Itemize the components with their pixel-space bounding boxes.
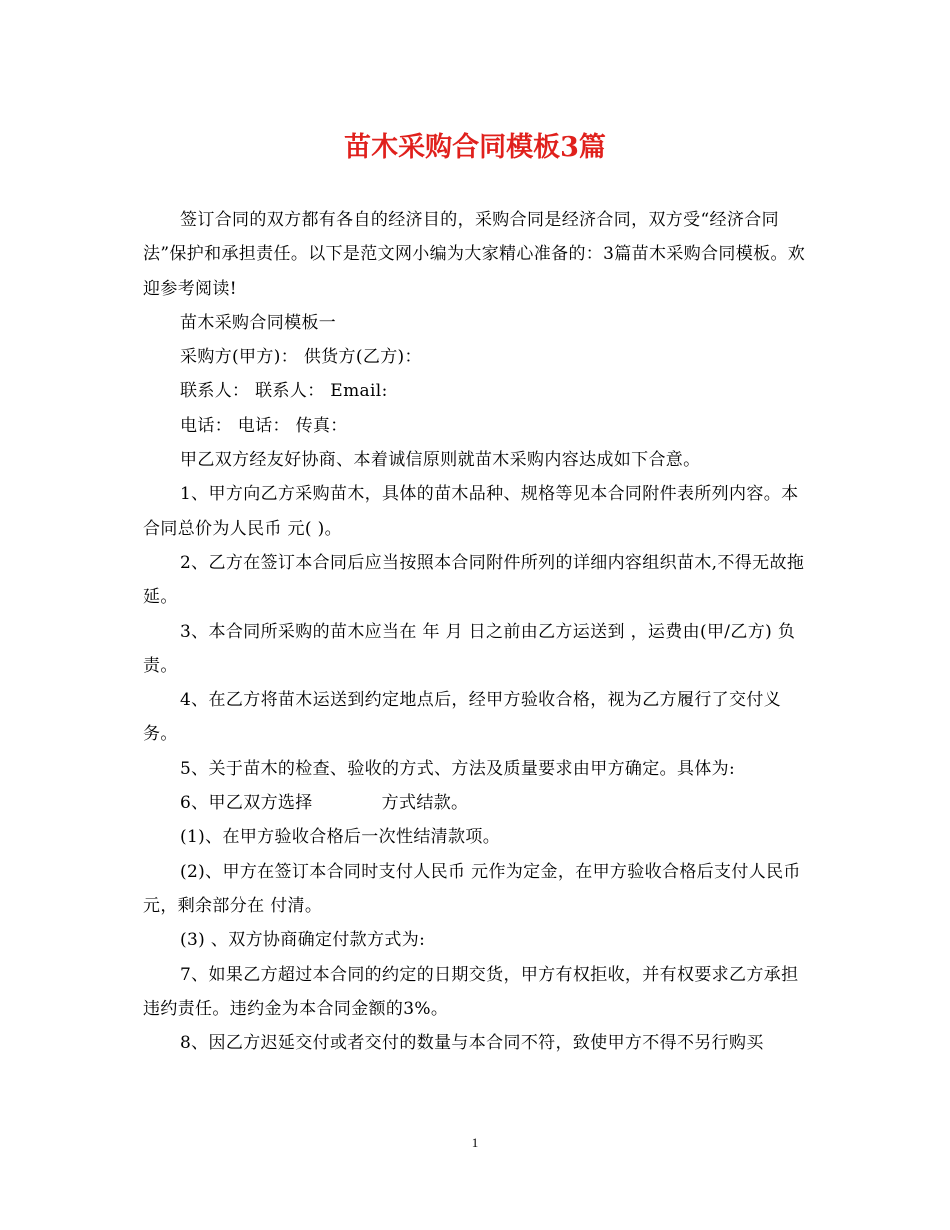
page-number: 1 [471,1135,479,1150]
clause-1: 1、甲方向乙方采购苗木，具体的苗木品种、规格等见本合同附件表所列内容。本合同总价为人民币 元( )。 [143,484,799,539]
clause-2: 2、乙方在签订本合同后应当按照本合同附件所列的详细内容组织苗木,不得无故拖延。 [143,552,805,608]
document-title: 苗木采购合同模板3篇 [344,132,606,163]
clause-6: 6、甲乙双方选择 方式结款。 [180,793,469,814]
clause-8: 8、因乙方迟延交付或者交付的数量与本合同不符，致使甲方不得不另行购买 [180,1033,764,1054]
section-heading: 苗木采购合同模板一 [180,312,337,333]
clause-3: 3、本合同所采购的苗木应当在 年 月 日之前由乙方运送到 ，运费由(甲/乙方) 负责。 [143,621,796,676]
phones-line: 电话： 电话： 传真： [180,415,348,436]
clause-6-option-3: (3) 、双方协商确定付款方式为: [180,930,426,951]
parties-line: 采购方(甲方)： 供货方(乙方)： [180,347,422,368]
agreement-paragraph: 甲乙双方经友好协商、本着诚信原则就苗木采购内容达成如下合意。 [180,450,701,471]
clause-5: 5、关于苗木的检查、验收的方式、方法及质量要求由甲方确定。具体为: [180,758,736,779]
intro-paragraph: 签订合同的双方都有各自的经济目的，采购合同是经济合同，双方受“经济合同法”保护和承担责任。以下是范文网小编为大家精心准备的：3篇苗木采购合同模板。欢迎参考阅读! [143,210,806,299]
clause-4: 4、在乙方将苗木运送到约定地点后，经甲方验收合格，视为乙方履行了交付义务。 [143,690,782,745]
clause-7: 7、如果乙方超过本合同的约定的日期交货，甲方有权拒收，并有权要求乙方承担违约责任。违约金为本合同金额的3%。 [143,964,799,1019]
document-body [143,203,808,1060]
clause-6-option-2: (2)、甲方在签订本合同时支付人民币 元作为定金，在甲方验收合格后支付人民币 元，剩余部分在 付清。 [143,861,807,916]
clause-6-option-1: (1)、在甲方验收合格后一次性结清款项。 [180,827,501,848]
contacts-line: 联系人： 联系人： Email: [180,381,388,402]
